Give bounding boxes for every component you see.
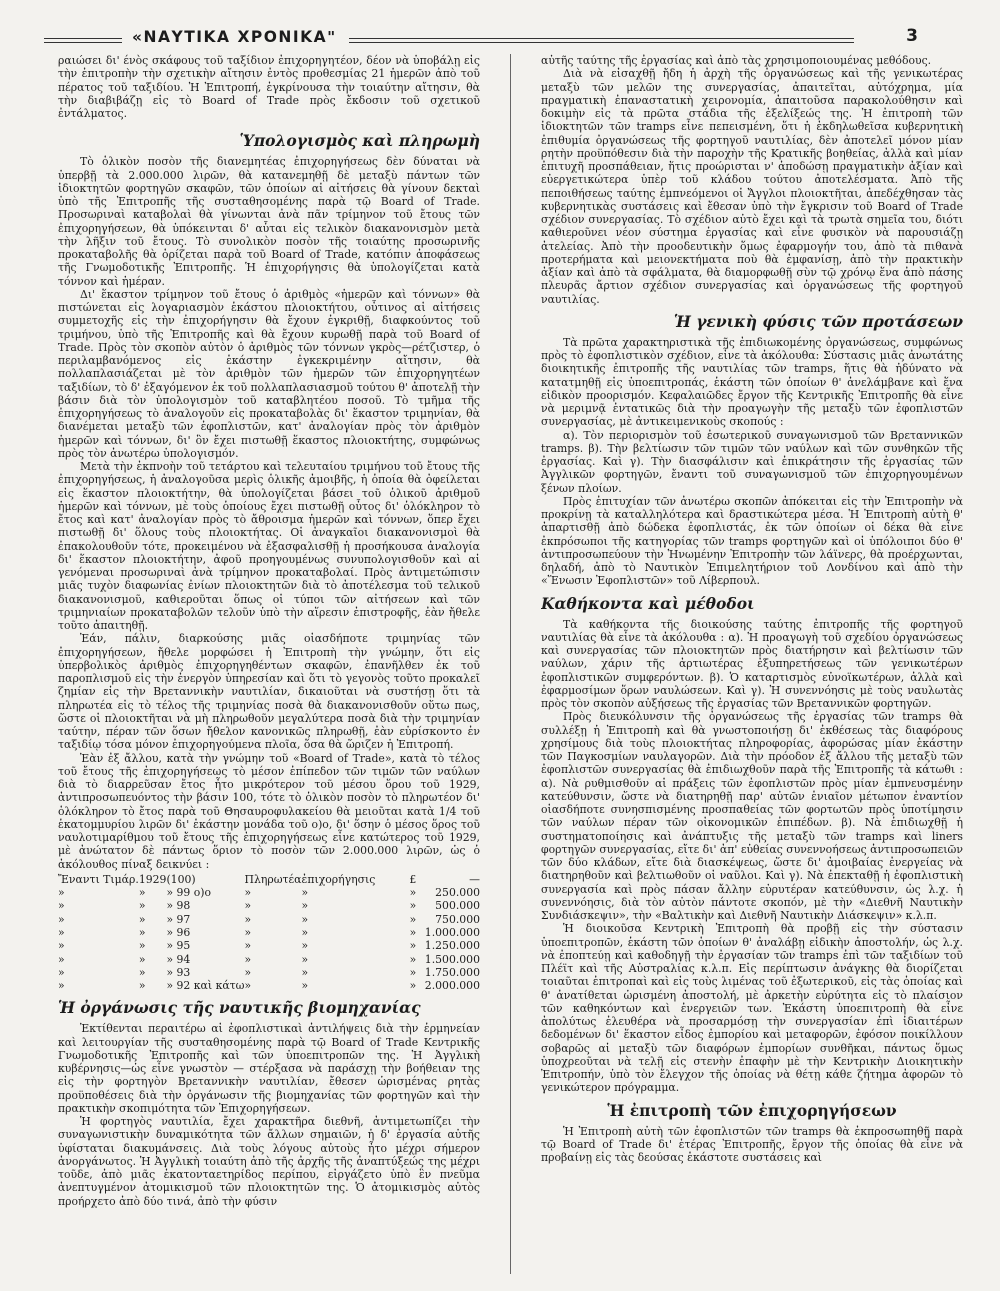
table-cell: » 97 bbox=[166, 912, 191, 926]
table-cell: » bbox=[58, 952, 65, 966]
table-cell: 1.000.000 bbox=[424, 925, 480, 939]
table-cell: » 99 ο)ο bbox=[166, 886, 212, 900]
table-cell: » bbox=[58, 979, 65, 993]
subsidy-scale-table bbox=[58, 873, 480, 993]
table-cell: » 98 bbox=[166, 899, 191, 913]
table-cell: 1.500.000 bbox=[424, 952, 480, 966]
paragraph: Πρὸς ἐπιτυχίαν τῶν ἀνωτέρω σκοπῶν ἀπόκειται εἰς τὴν Ἐπιτροπὴν νὰ προκρίνῃ τὰ καταλληλότερα καὶ δραστικώτερα μέσα. Ἡ Ἐπιτροπὴ αὐτὴ θ' ἀπαρτισθῇ ἀπὸ δώδεκα ἐφοπλιστάς, ἐκ τῶν ὁποίων οἱ δέκα θὰ εἶνε ἐκπρόσωποι τῆς κατηγορίας τῶν tramps φορτηγῶν καὶ οἱ ὑπόλοιποι δύο θ' ἀντιπροσωπεύουν τὴν Ἡνωμένην Ἐπιτροπὴν τῶν λάϊνερς, θὰ προέρχωνται, δηλαδή, ἀπὸ τὸ Ναυτικὸν Ἐπιμελητήριον τοῦ Λονδίνου καὶ ἀπὸ τὴν «Ἕνωσιν Ἐφοπλιστῶν» τοῦ Λίβερπουλ. bbox=[541, 494, 963, 588]
table-cell: » bbox=[138, 886, 146, 900]
masthead-rule-left bbox=[44, 38, 122, 43]
table-cell: » bbox=[301, 965, 309, 979]
paragraph: Τὰ πρῶτα χαρακτηριστικὰ τῆς ἐπιδιωκομένης ὀργανώσεως, συμφώνως πρὸς τὸ ἐφοπλιστικὸν σχέδιον, εἶνε τὰ ἀκόλουθα: Σύστασις μιᾶς ἀνωτάτης διοικητικῆς ἐπιτροπῆς τῆς ναυτιλίας τῶν tramps, ἥτις θὰ ἠδύνατο νὰ κατατμηθῇ εἰς ὑποεπιτροπάς, ἑκάστη τῶν ὁποίων θ' ἀνελάμβανε καὶ ἕνα εἰδικὸν προορισμόν. Κεφαλαιῶδες ἔργον τῆς Κεντρικῆς Ἐπιτροπῆς θὰ εἶνε νὰ μεριμνᾷ ἐντατικῶς διὰ τὴν προαγωγὴν τῆς μεταξὺ τῶν ἐφοπλιστῶν συνεργασίας, μὲ ἀντικειμενικοὺς σκοπούς : bbox=[541, 335, 963, 429]
table-row bbox=[58, 913, 480, 926]
running-title: «ΝΑΥΤΙΚΑ ΧΡΟΝΙΚΑ" bbox=[132, 28, 337, 46]
table-cell: » bbox=[409, 965, 417, 979]
paragraph: ραιώσει δι' ένὸς σκάφους τοῦ ταξίδιον ἐπιχορηγητέον, δέον νὰ ὑποβάλῃ εἰς τὴν ἐπιτροπὴν τὴν σχετικὴν αἴτησιν ἐντὸς προθεσμίας 21 ἡμερῶν ἀπὸ τοῦ πέρατος τοῦ ταξιδίου. Ἡ Ἐπιτροπή, ἐγκρίνουσα τὴν τοιαύτην αἴτησιν, θὰ τὴν διαβιβάζῃ εἰς τὸ Board of Trade πρὸς ἔκδοσιν τοῦ σχετικοῦ ἐντάλματος. bbox=[58, 54, 480, 120]
table-cell: » bbox=[244, 899, 252, 913]
table-cell: » 94 bbox=[166, 952, 191, 966]
table-cell: 1.750.000 bbox=[424, 965, 480, 979]
table-cell: » bbox=[138, 899, 146, 913]
table-cell: » bbox=[409, 886, 417, 900]
table-cell: » bbox=[58, 886, 65, 900]
table-row bbox=[58, 979, 480, 992]
table-row bbox=[58, 899, 480, 912]
table-cell: » bbox=[138, 925, 146, 939]
table-cell: » 92 καὶ κάτω bbox=[166, 979, 245, 993]
paragraph: Δι' ἕκαστον τρίμηνον τοῦ ἔτους ὁ ἀριθμὸς «ἡμερῶν καὶ τόννων» θὰ πιστώνεται εἰς λογαριασμὸν ἑκάστου πλοιοκτήτου, οὗτινος αἱ αἰτήσεις συμμετοχῆς εἰς τὴν ἐπιχορήγησιν θὰ ἔχουν ἐγκριθῇ, διαφκούντος τοῦ τριμήνου, ὑπὸ τῆς Ἐπιτροπῆς καὶ θὰ ἔχουν κυρωθῇ παρὰ τοῦ Board of Trade. Πρὸς τὸν σκοπὸν αὐτὸν ὁ ἀριθμὸς τῶν τόννων γκρὸς—ρέτζιστερ, ὁ περιλαμβανόμενος εἰς ἑκάστην ἐγκεκριμένην αἴτησιν, θὰ πολλαπλασιάζεται μὲ τὸν ἀριθμὸν τῶν ἡμερῶν τῶν ἐπιχορηγητέων ταξιδίων, τὸ δ' ἐξαγόμενον ἐκ τοῦ πολλαπλασιασμοῦ τούτου θ' ἀποτελῇ τὴν βάσιν διὰ τὸν ὑπολογισμὸν τοῦ καταβλητέου ποσοῦ. Τὸ τμῆμα τῆς ἐπιχορηγήσεως τὸ ἀναλογοῦν εἰς προκαταβολὰς δι' ἕκαστον τριμηνίαν, θὰ διανέμεται μεταξὺ τῶν ἐφοπλιστῶν, κατ' ἀναλογίαν πρὸς τὸν ἀριθμὸν ἡμερῶν καὶ τόννων, δι' ὃν ἔχει πιστωθῇ ἕκαστος πλοιοκτήτης, συμφώνως πρὸς τὸν ἀνωτέρω ὑπολογισμόν. bbox=[58, 287, 480, 460]
paragraph: Ἡ διοικοῦσα Κεντρικὴ Ἐπιτροπὴ θὰ προβῇ εἰς τὴν σύστασιν ὑποεπιτροπῶν, ἑκάστη τῶν ὁποίων θ' ἀναλάβῃ εἰδικὴν ἀποστολήν, ὡς λ.χ. νὰ ἐποπτεύῃ καὶ καθοδηγῇ τὴν ἐργασίαν τῶν tramps ἐπὶ τῶν ταξιδίων τοῦ Πλέϊτ καὶ τῆς Αὐστραλίας κ.λ.π. Εἰς περίπτωσιν ἀνάγκης θὰ διορίζεται τοιαῦται ἐπιτροπαὶ καὶ εἰς τοὺς λιμένας τοῦ ἐξωτερικοῦ, εἰς τὰς ὁποίας καὶ θ' ἀνατίθεται ὡρισμένη ἀποστολή, μὲ ἀρκετὴν εὐρύτητα εἰς τὸ πλαίσιον τῶν καθηκόντων καὶ ἐνεργειῶν των. Ἑκάστη ὑποεπιτροπὴ θὰ εἶνε ἀπολύτως ἐλευθέρα νὰ προσαρμόσῃ τὴν συνεργασίαν ἐπὶ ἰδιαιτέρων δεδομένων δι' ἕκαστον εἶδος ἐμπορίου καὶ μεταφορῶν, ἐφόσον ποικίλλουν σοβαρῶς αἱ μεταξὺ τῶν διαφόρων ἐμπορίων συνθῆκαι, πάντως ὅμως ὑποχρεοῦται νὰ τελῇ εἰς στενὴν ἐπαφὴν μὲ τὴν Κεντρικὴν Διοικητικὴν Ἐπιτροπήν, ὑπὸ τὸν ἔλεγχον τῆς ὁποίας νὰ θέτῃ κάθε ζήτημα ἀφορῶν τὸ γενικώτερον πρόγραμμα. bbox=[541, 922, 963, 1095]
table-row bbox=[58, 926, 480, 939]
table-cell: » bbox=[58, 939, 65, 953]
paragraph: Μετὰ τὴν ἐκπνοὴν τοῦ τετάρτου καὶ τελευταίου τριμήνου τοῦ ἔτους τῆς ἐπιχορηγήσεως, ἡ ἀναλογοῦσα μερὶς ὁλικῆς ἀμοιβῆς, ἡ ὁποία θὰ ὀφείλεται εἰς ἕκαστον πλοιοκτήτην, θὰ ὑπολογίζεται βάσει τοῦ ὁλικοῦ ἀριθμοῦ ἡμερῶν καὶ τόννων, μὲ τοὺς ὁποίους ἔχει πιστωθῇ οὗτος δι' ὁλόκληρον τὸ ἔτος καὶ κατ' ἀναλογίαν πρὸς τὸ ἄθροισμα ἡμερῶν καὶ τόννων, ὅπερ ἔχει πιστωθῇ δι' ὅλους τοὺς πλοιοκτήτας. Οἱ ἀναγκαῖοι διακανονισμοὶ θὰ ἐπακολουθοῦν τότε, προκειμένου νὰ ἐξασφαλισθῇ ἡ προσήκουσα ἀναλογία δι' ἕκαστον πλοιοκτήτην, ἀφοῦ προηγουμένως συνυπολογισθοῦν καὶ αἱ γενόμεναι προσωριναὶ ἀνὰ τρίμηνον προκαταβολαί. Πρὸς ἀντιμετώπισιν μιᾶς τυχὸν διαφωνίας ἐνίων πλοιοκτητῶν διὰ τὸ ἀποτέλεσμα τοῦ τελικοῦ διακανονισμοῦ, καθιεροῦται ὅπως οἱ τύποι τῶν αἰτήσεων καὶ τῶν τριμηνιαίων προκαταβολῶν τελοῦν ὑπὸ τὴν αἵρεσιν ἐπιστροφῆς, ἐὰν ἤθελε τοῦτο ἀπαιτηθῇ. bbox=[58, 460, 480, 632]
table-cell: 750.000 bbox=[435, 912, 480, 926]
table-row bbox=[58, 939, 480, 952]
right-column bbox=[541, 54, 963, 1284]
table-cell: » bbox=[58, 965, 65, 979]
paragraph: αὐτῆς ταύτης τῆς ἐργασίας καὶ ἀπὸ τὰς χρησιμοποιουμένας μεθόδους. bbox=[541, 54, 932, 67]
paragraph: Πρὸς διευκόλυνσιν τῆς ὀργανώσεως τῆς ἐργασίας τῶν tramps θὰ συλλέξῃ ἡ Ἐπιτροπὴ καὶ θὰ γνωστοποιήσῃ δι' ἐκθέσεως τὰς διαφόρους χρησίμους διὰ τοὺς πλοιοκτήτας πληροφορίας, ἀφορώσας μίαν ἑκάστην τῶν Παγκοσμίων ναυλαγορῶν. Διὰ τὴν πρόοδον ἐξ ἄλλου τῆς μεταξὺ τῶν ἐφοπλιστῶν συνεργασίας θὰ ἐπιδιωχθοῦν παρὰ τῆς Ἐπιτροπῆς τὰ κάτωθι : α). Νὰ ρυθμισθοῦν αἱ πράξεις τῶν ἐφοπλιστῶν πρὸς μίαν ἐμπνευσμένην κατεύθυνσιν, ὥστε νὰ διατηρηθῇ παρ' αὐτῶν ἑνιαῖον μέτωπον ἐναντίον οἱασδήποτε συνησπισμένης προσπαθείας τῶν φορτωτῶν πρὸς ὑποτίμησιν τῶν ναύλων πέραν τῶν οἰκονομικῶν ἐπιπέδων. β). Νὰ ἐπιδιωχθῇ ἡ συστηματοποίησις καὶ ἀνάπτυξις τῆς μεταξὺ τῶν tramps καὶ liners φορτηγῶν συνεργασίας, εἴτε δι' ἀπ' εὐθείας συνεννοήσεως ἀντιπροσωπειῶν τῶν δύο κλάδων, εἴτε διὰ διασκέψεως, ὥστε δι' ἀμοιβαίας ἐνεργείας νὰ διατηρηθοῦν καὶ βελτιωθοῦν οἱ ναῦλοι. Καὶ γ). Νὰ ἐπεκταθῇ ἡ ἐφοπλιστικὴ συνεργασία καὶ πρὸς πάσαν ἄλλην εὐρυτέραν κατεύθυνσιν, ὡς λ.χ. ἡ συνεννόησις, διὰ τὸν αὐτὸν πάντοτε σκοπόν, μὲ τὴν «Διεθνῆ Ναυτικὴν Συνδιάσκεψιν», τὴν «Βαλτικὴν καὶ Διεθνῆ Ναυτικὴν Διάσκεψιν» κ.λ.π. bbox=[541, 710, 963, 922]
table-row bbox=[58, 873, 480, 886]
table-cell: » bbox=[301, 899, 309, 913]
table-cell: » bbox=[244, 979, 252, 993]
masthead bbox=[44, 26, 956, 56]
table-cell: ἐπιχορήγησις bbox=[301, 872, 376, 886]
table-cell: » 93 bbox=[166, 965, 191, 979]
paragraph: Διὰ νὰ εἰσαχθῇ ἤδη ἡ ἀρχὴ τῆς ὀργανώσεως καὶ τῆς γενικωτέρας μεταξὺ τῶν μελῶν της συνεργασίας, ἀπαιτεῖται, αὐτόχρημα, μία πραγματικὴ ἐπαναστατικὴ χειρονομία, ἀπαιτοῦσα παρακολούθησιν καὶ δοκιμὴν εἰς τὰ πρῶτα στάδια τῆς ἐξελίξεώς της. Ἡ ἐπιτροπὴ τῶν ἰδιοκτητῶν τῶν tramps εἶνε πεπεισμένη, ὅτι ἡ ἐκδηλωθεῖσα κυβερνητικὴ ἐπιθυμία ὀργανώσεως τῆς φορτηγοῦ ναυτιλίας, δὲν ἀποτελεῖ μόνον μίαν ρητὴν προϋπόθεσιν διὰ τὴν παροχὴν τῆς Κρατικῆς βοηθείας, ἀλλὰ καὶ μίαν ἐπιτυχῆ προσπάθειαν, ἥτις προώρισται ν' ἀποδώσῃ πραγματικὴν ἀξίαν καὶ εὐεργετικώτερα ὑπὲρ τοῦ κλάδου τούτου ἀποτελέσματα. Ἀπὸ τῆς πεποιθήσεως ταύτης ἐμπνεόμενοι οἱ Ἄγγλοι πλοιοκτῆται, ἀπεδέχθησαν τὰς κυβερνητικὰς συστάσεις καὶ ἔθεσαν ὑπὸ τὴν ἔγκρισιν τοῦ Board of Trade σχέδιον συνεργασίας. Τὸ σχέδιον αὐτὸ ἔχει καὶ τὰ τρωτὰ σημεῖα του, διότι καθιεροῦνει νέον σύστημα ἐργασίας καὶ εἶνε φυσικὸν νὰ παρουσιάζῃ ἀτελείας. Ἀπὸ τὴν προοδευτικὴν ὅμως ἐφαρμογήν του, ἀπὸ τὰ πιθανὰ προτερήματα καὶ μειονεκτήματα ποὺ θὰ ἐμφανίσῃ, ἀπὸ τὴν πρακτικὴν ἀξίαν καὶ ἀπὸ τὰ σφάλματα, θὰ διαμορφωθῇ σὺν τῷ χρόνῳ ἕνα ἀπὸ πάσης πλευρᾶς ἄρτιον σχέδιον συνεργασίας καὶ ὀργανώσεως τῆς φορτηγοῦ ναυτιλίας. bbox=[541, 67, 963, 306]
table-cell: » bbox=[301, 925, 309, 939]
table-cell: » bbox=[301, 979, 309, 993]
section-heading: Ὑπολογισμὸς καὶ πληρωμὴ bbox=[239, 131, 480, 151]
table-cell: » bbox=[244, 952, 252, 966]
section-heading: Καθήκοντα καὶ μέθοδοι bbox=[541, 593, 755, 613]
paragraph: Τὸ ὁλικὸν ποσὸν τῆς διανεμητέας ἐπιχορηγήσεως δὲν δύναται νὰ ὑπερβῇ τὰ 2.000.000 λιρῶν, θὰ κατανεμηθῇ δὲ μεταξὺ πάντων τῶν ἰδιοκτητῶν φορτηγῶν σκαφῶν, τῶν ὁποίων αἱ αἰτήσεις θὰ γίνουν δεκταὶ ὑπὸ τῆς Ἐπιτροπῆς τῆς συσταθησομένης παρὰ τῷ Board of Trade. Προσωριναὶ καταβολαὶ θὰ γίνωνται ἀνὰ πᾶν τρίμηνον τοῦ ἔτους τῶν ἐπιχορηγήσεων, θὰ ὑπόκεινται δ' αὗται εἰς τελικὸν διακανονισμὸν μετὰ τὴν λῆξιν τοῦ ἔτους. Τὸ συνολικὸν ποσὸν τῆς τοιαύτης προσωρινῆς προκαταβολῆς θὰ ὁρίζεται παρὰ τοῦ Board of Trade, κατόπιν ἀποφάσεως τῆς Γνωμοδοτικῆς Ἐπιτροπῆς. Ἡ ἐπιχορήγησις θὰ ὑπολογίζεται κατὰ τόννον καὶ ἡμέραν. bbox=[58, 155, 480, 288]
article-columns bbox=[58, 54, 963, 1284]
table-cell: » bbox=[301, 886, 309, 900]
table-cell: » bbox=[244, 939, 252, 953]
paragraph: Ἡ Ἐπιτροπὴ αὐτὴ τῶν ἐφοπλιστῶν τῶν tramps θὰ ἐκπροσωπηθῇ παρὰ τῷ Board of Trade δι' ἑτέρας Ἐπιτροπῆς, ἔργον τῆς ὁποίας θὰ εἶνε νὰ προβαίνῃ εἰς τὰς δεούσας ἑκάστοτε συστάσεις καὶ bbox=[541, 1124, 963, 1164]
table-cell: » bbox=[138, 979, 146, 993]
table-row bbox=[58, 966, 480, 979]
table-cell: » bbox=[58, 912, 65, 926]
table-cell: » bbox=[244, 925, 252, 939]
section-heading: Ἡ ὀργάνωσις τῆς ναυτικῆς βιομηχανίας bbox=[58, 998, 421, 1018]
table-cell: Πληρωτέα bbox=[244, 872, 302, 886]
table-row bbox=[58, 953, 480, 966]
table-cell: » bbox=[138, 965, 146, 979]
paragraph: Ἐκτίθενται περαιτέρω αἱ ἐφοπλιστικαὶ ἀντιλήψεις διὰ τὴν ἑρμηνείαν καὶ λειτουργίαν τῆς συσταθησομένης παρὰ τῷ Board of Trade Κεντρικῆς Γνωμοδοτικῆς Ἐπιτροπῆς καὶ τῶν ὑποεπιτροπῶν της. Ἡ Ἀγγλικὴ κυβέρνησις—ὡς εἶνε γνωστὸν — στέρξασα νὰ παράσχῃ τὴν βοήθειαν της εἰς τὴν φορτηγὸν Βρεταννικὴν ναυτιλίαν, ἔθεσεν ὡρισμένας ρητὰς προϋποθέσεις διὰ τὴν ὀργάνωσιν τῆς βιομηχανίας τῶν φορτηγῶν καὶ τὴν πρακτικὴν σκοπιμότητα τῶν Ἐπιχορηγήσεων. bbox=[58, 1022, 480, 1115]
table-cell: » 95 bbox=[166, 939, 191, 953]
table-cell: — bbox=[469, 872, 480, 886]
table-cell: 1929 bbox=[138, 872, 167, 886]
table-cell: » bbox=[244, 912, 252, 926]
table-cell: » bbox=[138, 939, 146, 953]
paragraph: Ἐὰν ἐξ ἄλλου, κατὰ τὴν γνώμην τοῦ «Board of Trade», κατὰ τὸ τέλος τοῦ ἔτους τῆς ἐπιχορηγήσεως τὸ μέσον ἐπίπεδον τῶν τιμῶν τῶν ναύλων διὰ τὸ διαρρεῦσαν ἔτος ἦτο μικρότερον τοῦ μέσου ὅρου τοῦ 1929, ἀντιπροσωπευόντος τὴν βάσιν 100, τότε τὸ ὁλικὸν ποσὸν τὸ πληρωτέον δι' ὁλόκληρον τὸ ἔτος παρὰ τοῦ Θησαυροφυλακείου θὰ μειοῦται κατὰ 1/4 τοῦ ἑκατομμυρίου λιρῶν δι' ἑκάστην μονάδα τοῦ ο)ο, δι' ὅσην ὁ μέσος ὅρος τοῦ ναυλοτιμαρίθμου τοῦ ἔτους τῆς ἐπιχορηγήσεως εἶνε κατώτερος τοῦ 1929, μὲ ἀνώτατον δὲ πάντως ὅριον τὸ ποσὸν τῶν 2.000.000 λιρῶν, ὡς ὁ ἀκόλουθος πίναξ δεικνύει : bbox=[58, 751, 480, 871]
paragraph: Ἡ φορτηγὸς ναυτιλία, ἔχει χαρακτῆρα διεθνῆ, ἀντιμετωπίζει τὴν συναγωνιστικὴν δυναμικότητα τῶν ἄλλων σημαιῶν, ἡ δ' ἐργασία αὐτῆς ὑφίσταται διακυμάνσεις. Διὰ τοὺς λόγους αὐτοὺς ἦτο μέχρι σήμερον ἀνοργάνωτος. Ἡ Ἀγγλικὴ τοιαύτη ἀπὸ τῆς ἀρχῆς τῆς ἀναπτύξεώς της μέχρι τοῦδε, ἀπὸ μιᾶς ἑκατονταετηρίδος περίπου, εἰργάζετο ὑπὸ ἓν πνεῦμα ἀνεπτυγμένον ἀτομικισμοῦ τῶν πλοιοκτητῶν της. Ὁ ἀτομικισμὸς αὐτὸς προήρχετο ἀπὸ δύο τινά, ἀπὸ τὴν φύσιν bbox=[58, 1115, 480, 1208]
table-cell: » bbox=[244, 965, 252, 979]
table-cell: » bbox=[301, 952, 309, 966]
paragraph: Τὰ καθήκοντα τῆς διοικούσης ταύτης ἐπιτροπῆς τῆς φορτηγοῦ ναυτιλίας θὰ εἶνε τὰ ἀκόλουθα : α). Ἡ προαγωγὴ τοῦ σχεδίου ὀργανώσεως καὶ συνεργασίας τῶν πλοιοκτητῶν πρὸς διατήρησιν καὶ βελτίωσιν τῶν ναύλων, χάριν τῆς ἀρτιωτέρας ἐξυπηρετήσεως τῶν γενικωτέρων ἐφοπλιστικῶν συμφερόντων. β). Ὁ καταρτισμὸς εὐνοϊκωτέρων, ἀλλὰ καὶ ἐφαρμοσίμων ὅρων ναυλώσεων. Καὶ γ). Ἡ συνεννόησις μὲ τοὺς ναυλωτὰς πρὸς τὸν σκοπὸν αὐξήσεως τῆς ἐργασίας τῶν Βρεταννικῶν φορτηγῶν. bbox=[541, 617, 963, 710]
paragraph: Ἐάν, πάλιν, διαρκούσης μιᾶς οἱασδήποτε τριμηνίας τῶν ἐπιχορηγήσεων, ἤθελε μορφώσει ἡ Ἐπιτροπὴ τὴν γνώμην, ὅτι εἰς ὑπερβολικὸς ἀριθμὸς ἐπιχορηγηθέντων σκαφῶν, ἐπανῆλθεν ἐκ τοῦ παροπλισμοῦ εἰς τὴν ἐνεργὸν ὑπηρεσίαν καὶ ὅτι τὸ γεγονὸς τοῦτο προκαλεῖ ζημίαν εἰς τὴν Βρεταννικὴν ναυτιλίαν, δικαιοῦται νὰ συστήσῃ ὅτι τὰ πληρωτέα εἰς τὸ τέλος τῆς τριμηνίας ποσὰ θὰ διακανονισθοῦν οὕτω πως, ὥστε οἱ πλοιοκτῆται νὰ μὴ πληρωθοῦν μεγαλύτερα ποσὰ διὰ τὴν τριμηνίαν ταύτην, πέραν τῶν ὅσων ἤθελον κανονικῶς πληρωθῇ, ἐὰν εὑρίσκοντο ἐν ταξιδίῳ τόσα μόνον ἐπιχορηγούμενα πλοῖα, ὅσα θὰ ὥριζεν ἡ Ἐπιτροπή. bbox=[58, 632, 480, 752]
table-cell: 250.000 bbox=[435, 886, 480, 900]
column-divider bbox=[510, 54, 511, 1274]
left-column bbox=[58, 54, 480, 1284]
table-cell: » bbox=[138, 952, 146, 966]
table-cell: » bbox=[409, 979, 417, 993]
page-number: 3 bbox=[906, 26, 918, 46]
table-cell: » bbox=[58, 899, 65, 913]
table-cell: » bbox=[58, 925, 65, 939]
section-heading: Ἡ γενικὴ φύσις τῶν προτάσεων bbox=[673, 311, 963, 331]
table-cell: » bbox=[138, 912, 146, 926]
table-row bbox=[58, 886, 480, 899]
masthead-rule-right bbox=[349, 38, 854, 43]
table-cell: » bbox=[409, 899, 417, 913]
table-cell: 2.000.000 bbox=[424, 979, 480, 993]
table-cell: 1.250.000 bbox=[424, 939, 480, 953]
table-cell: » bbox=[409, 952, 417, 966]
table-cell: (100) bbox=[166, 872, 196, 886]
table-cell: » bbox=[409, 925, 417, 939]
table-cell: Ἔναντι Τιμάρ. bbox=[58, 872, 139, 886]
paragraph: α). Τὸν περιορισμὸν τοῦ ἐσωτερικοῦ συναγωνισμοῦ τῶν Βρεταννικῶν tramps. β). Τὴν βελτίωσιν τῶν τιμῶν τῶν ναύλων καὶ τῶν συνθηκῶν τῆς ἐργασίας. Καὶ γ). Τὴν διασφάλισιν καὶ ἐπικράτησιν τῆς ἐργασίας τῶν Ἀγγλικῶν φορτηγῶν, ἔναντι τοῦ συναγωνισμοῦ τῶν ἐπιχορηγουμένων ξένων πλοίων. bbox=[541, 428, 963, 495]
table-cell: » bbox=[301, 939, 309, 953]
table-cell: 500.000 bbox=[435, 899, 480, 913]
table-cell: » bbox=[409, 912, 417, 926]
table-cell: £ bbox=[409, 872, 417, 886]
table-cell: » bbox=[409, 939, 417, 953]
table-cell: » bbox=[244, 886, 252, 900]
table-cell: » 96 bbox=[166, 925, 191, 939]
table-cell: » bbox=[301, 912, 309, 926]
section-heading: Ἡ ἐπιτροπὴ τῶν ἐπιχορηγήσεων bbox=[607, 1100, 897, 1120]
